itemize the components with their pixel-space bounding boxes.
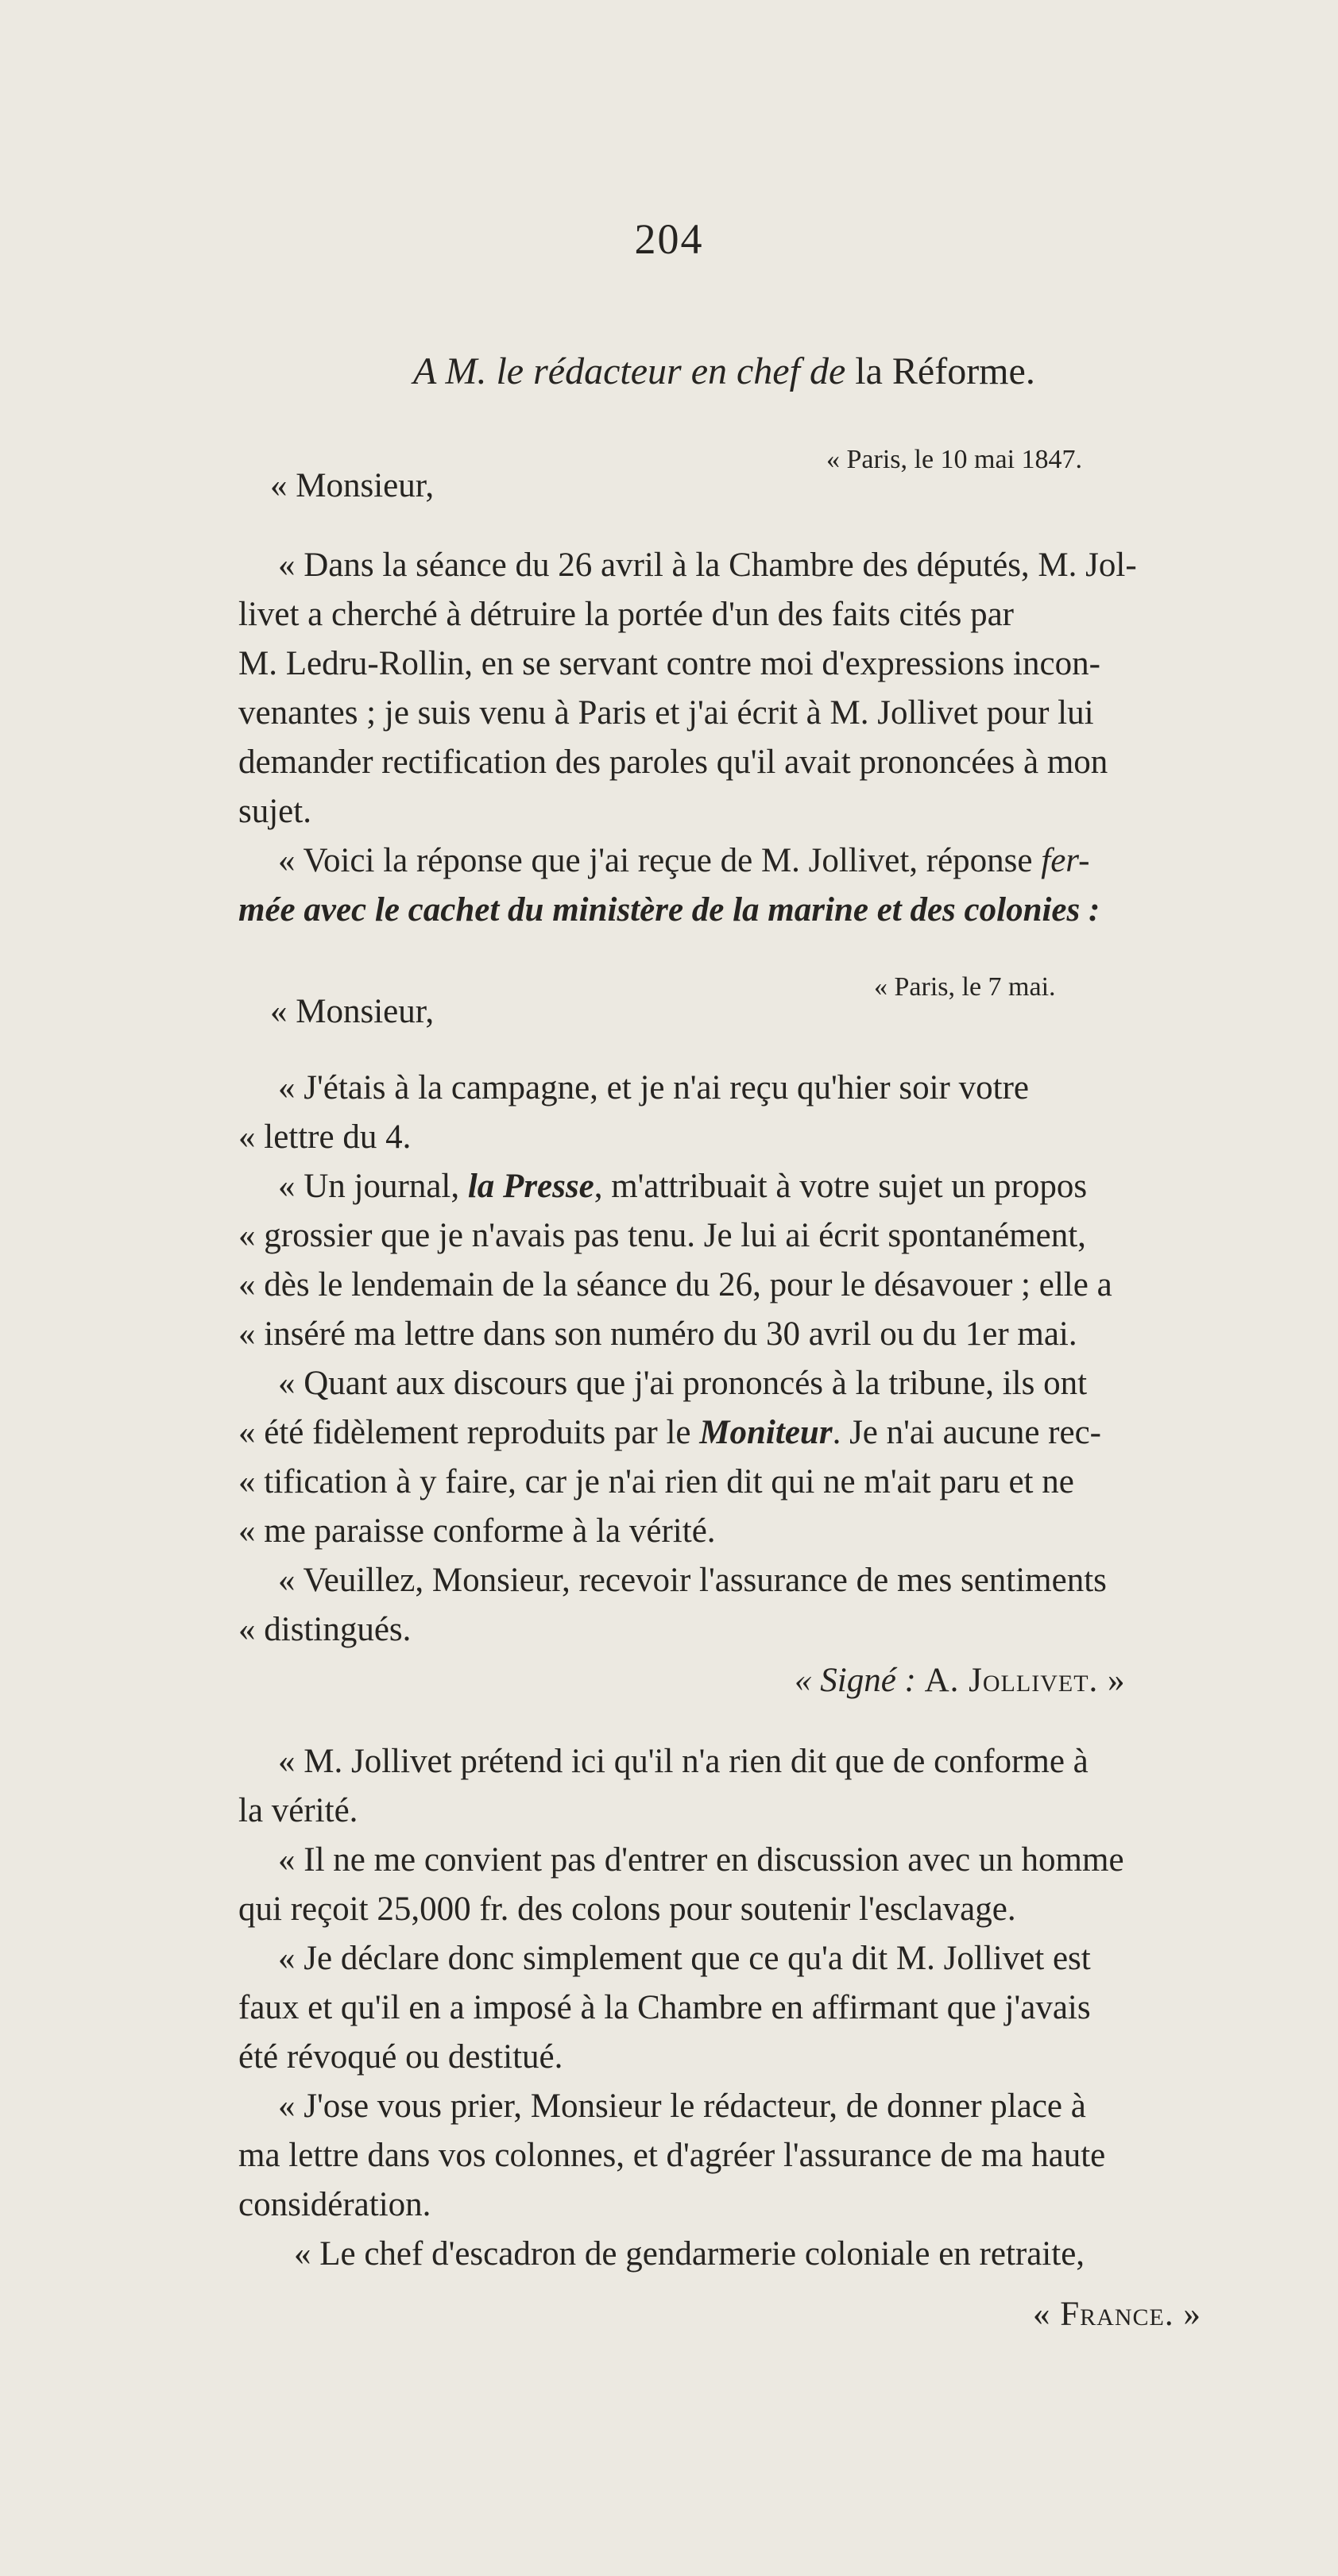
inner-date: « Paris, le 7 mai. [874, 972, 1056, 1002]
letter-text: « Un journal, [278, 1168, 468, 1205]
letter-line: « distingués. [238, 1611, 412, 1648]
letter-line: « me paraisse conforme à la vérité. [238, 1512, 716, 1550]
letter-line [278, 1169, 1087, 1203]
closing-line: « J'ose vous prier, Monsieur le rédacteur, de donner place à [278, 2087, 1086, 2125]
closing-line: qui reçoit 25,000 fr. des colons pour soutenir l'esclavage. [238, 1890, 1016, 1928]
closing-line: faux et qu'il en a imposé à la Chambre en affirmant que j'avais [238, 1989, 1091, 2026]
letter-line: « inséré ma lettre dans son numéro du 30 avril ou du 1er mai. [238, 1315, 1077, 1353]
para2-text: « Voici la réponse que j'ai reçue de M. Jollivet, réponse [278, 842, 1033, 879]
journal-name: Moniteur [699, 1414, 833, 1451]
closing-line: considération. [238, 2186, 431, 2223]
outer-salutation: « Monsieur, [270, 467, 435, 504]
para2-italic-line: mée avec le cachet du ministère de la marine et des colonies : [238, 891, 1100, 929]
para2-line [278, 844, 1090, 878]
letter-text: , m'attribuait à votre sujet un propos [594, 1168, 1088, 1205]
heading-addressee: A M. le rédacteur en chef de [413, 350, 846, 392]
final-signature: « France. » [1033, 2296, 1201, 2333]
letter-heading [413, 350, 1035, 393]
signature-name: A. Jollivet. » [924, 1662, 1126, 1699]
signature-label: « Signé : [795, 1662, 916, 1699]
closing-line: été révoqué ou destitué. [238, 2038, 563, 2076]
letter-line: « Quant aux discours que j'ai prononcés à la tribune, ils ont [278, 1365, 1088, 1402]
para1-line: demander rectification des paroles qu'il avait prononcées à mon [238, 743, 1108, 781]
para2-italic: fer- [1041, 842, 1090, 879]
letter-line: « tification à y faire, car je n'ai rien dit qui ne m'ait paru et ne [238, 1463, 1074, 1500]
letter-text: . Je n'ai aucune rec- [832, 1414, 1101, 1451]
letter-line: « grossier que je n'avais pas tenu. Je lui ai écrit spontanément, [238, 1217, 1086, 1254]
para1-line: « Dans la séance du 26 avril à la Chambre des députés, M. Jol- [278, 546, 1137, 584]
para1-line: sujet. [238, 793, 311, 830]
page-number: 204 [634, 215, 704, 263]
letter-line: « Veuillez, Monsieur, recevoir l'assurance de mes sentiments [278, 1562, 1107, 1599]
letter-line [238, 1415, 1101, 1450]
closing-line: « Je déclare donc simplement que ce qu'a dit M. Jollivet est [278, 1940, 1091, 1977]
closing-line: « M. Jollivet prétend ici qu'il n'a rien dit que de conforme à [278, 1743, 1089, 1780]
closing-line: « Le chef d'escadron de gendarmerie coloniale en retraite, [294, 2235, 1085, 2273]
letter-line: « dès le lendemain de la séance du 26, pour le désavouer ; elle a [238, 1266, 1112, 1303]
journal-name: la Presse [467, 1168, 594, 1205]
para1-line: livet a cherché à détruire la portée d'un des faits cités par [238, 596, 1014, 633]
letter-line: « J'étais à la campagne, et je n'ai reçu qu'hier soir votre [278, 1069, 1029, 1106]
letter-line: « lettre du 4. [238, 1118, 412, 1156]
closing-line: la vérité. [238, 1792, 358, 1829]
letter-signature [795, 1663, 1126, 1697]
para1-line: M. Ledru-Rollin, en se servant contre moi d'expressions incon- [238, 645, 1100, 682]
heading-journal: la Réforme. [855, 350, 1035, 392]
closing-line: ma lettre dans vos colonnes, et d'agréer l'assurance de ma haute [238, 2137, 1106, 2174]
outer-date: « Paris, le 10 mai 1847. [826, 445, 1083, 474]
closing-line: « Il ne me convient pas d'entrer en discussion avec un homme [278, 1841, 1124, 1879]
para1-line: venantes ; je suis venu à Paris et j'ai écrit à M. Jollivet pour lui [238, 694, 1094, 732]
letter-text: « été fidèlement reproduits par le [238, 1414, 700, 1451]
inner-salutation: « Monsieur, [270, 993, 435, 1030]
